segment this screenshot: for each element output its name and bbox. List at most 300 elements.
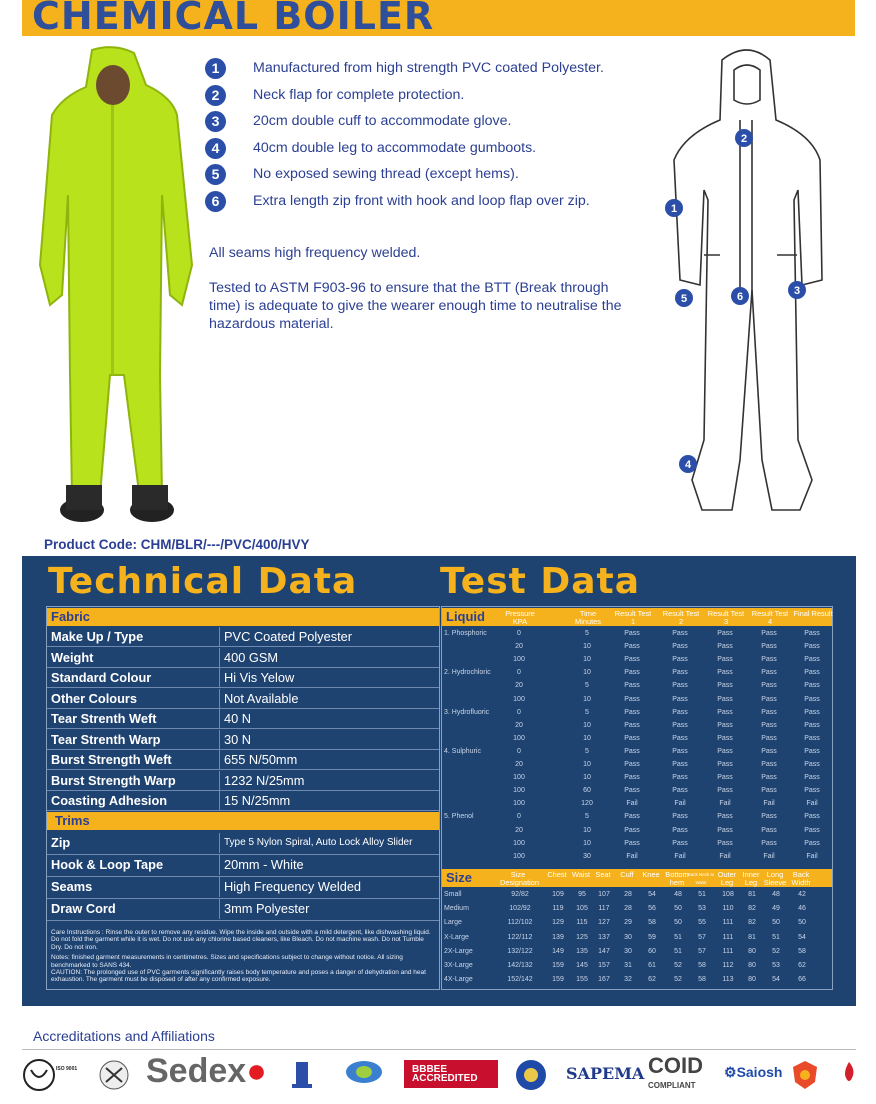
liquid-cell: 20 [515, 761, 523, 768]
liquid-cell: 5 [585, 708, 589, 716]
fabric-label: Other Colours [51, 690, 138, 706]
fabric-row [47, 627, 439, 647]
size-cell: 119 [552, 905, 564, 913]
liquid-cell: 1. Phosphoric [444, 630, 487, 637]
liquid-cell: Pass [624, 682, 640, 690]
liquid-cell: 0 [517, 747, 521, 755]
liquid-cell: Pass [624, 721, 640, 729]
liquid-cell: Pass [761, 813, 777, 821]
liquid-cell: Pass [717, 630, 733, 637]
feature-text: 20cm double cuff to accommodate glove. [253, 113, 512, 130]
test-heading: Test Data [440, 561, 641, 602]
liquid-cell: Pass [761, 643, 777, 651]
feature-item [205, 164, 645, 191]
liquid-cell: 10 [583, 721, 591, 729]
liquid-col-header: Result Test 1 [614, 609, 652, 626]
size-header: Size [446, 870, 473, 885]
liquid-cell: 5 [585, 747, 589, 755]
sapema-logo: SAPEMA [566, 1064, 645, 1083]
fabric-row [47, 771, 439, 791]
size-cell: 122/112 [507, 933, 533, 941]
liquid-cell: Pass [717, 656, 733, 664]
fabric-label: Weight [51, 649, 94, 665]
liquid-cell: 5 [585, 813, 589, 821]
liquid-col-header: Result Test 3 [707, 609, 745, 626]
trims-row [47, 899, 439, 921]
liquid-cell: Pass [761, 682, 777, 690]
size-col-header: Bottom hem [665, 870, 689, 887]
feature-number: 3 [205, 111, 226, 132]
size-cell: 48 [674, 891, 682, 898]
liquid-cell: Fail [674, 800, 686, 808]
size-cell: 46 [798, 905, 806, 913]
size-col-header: Size Designation [500, 870, 540, 887]
size-cell: 81 [748, 891, 756, 898]
size-cell: 54 [648, 891, 656, 898]
liquid-cell: Pass [672, 682, 688, 690]
liquid-cell: Pass [624, 826, 640, 834]
size-cell: 80 [748, 962, 756, 969]
care-notes [51, 929, 435, 984]
liquid-cell: 10 [583, 669, 591, 677]
size-cell: 127 [598, 919, 610, 927]
size-cell: 3X-Large [444, 962, 473, 969]
suit-diagram [652, 40, 842, 530]
fabric-row [47, 689, 439, 709]
sedex-text: Sedex [146, 1052, 247, 1090]
liquid-cell: 0 [517, 669, 521, 677]
size-cell: 152/142 [507, 976, 533, 984]
liquid-cell: Pass [717, 761, 733, 768]
feature-list [205, 58, 645, 218]
fabric-label: Tear Strenth Weft [51, 711, 157, 726]
liquid-cell: Pass [804, 787, 820, 795]
size-cell: 107 [598, 891, 610, 898]
liquid-cell: 5 [585, 630, 589, 637]
trims-value: High Frequency Welded [219, 877, 361, 897]
size-cell: 137 [598, 933, 610, 941]
sedex-logo: Sedex● [146, 1052, 267, 1090]
saiosh-logo: ⚙Saiosh [724, 1064, 783, 1080]
feature-number: 1 [205, 58, 226, 79]
size-cell: 51 [698, 891, 706, 898]
seams-text: All seams high frequency welded. [209, 245, 421, 261]
size-cell: X-Large [444, 933, 469, 941]
size-cell: 59 [648, 933, 656, 941]
size-cell: 52 [674, 976, 682, 984]
liquid-cell: Fail [719, 800, 731, 808]
size-cell: 159 [552, 976, 564, 984]
liquid-cell: Fail [626, 852, 638, 860]
fabric-value: 655 N/50mm [219, 750, 297, 770]
size-cell: Small [444, 891, 462, 898]
size-cell: 112/102 [507, 919, 533, 927]
size-cell: 132/122 [507, 947, 533, 955]
liquid-cell: Pass [672, 695, 688, 703]
size-cell: 29 [624, 919, 632, 927]
size-cell: 58 [698, 976, 706, 984]
size-cell: 113 [722, 976, 734, 984]
trims-value: 20mm - White [219, 855, 304, 875]
size-cell: 53 [698, 905, 706, 913]
liquid-cell: Pass [624, 787, 640, 795]
size-cell: 142/132 [507, 962, 533, 969]
fabric-row [47, 709, 439, 729]
liquid-cell: 10 [583, 643, 591, 651]
liquid-cell: 10 [583, 826, 591, 834]
size-col-header: Back Neck to Waist [687, 872, 715, 885]
svg-text:6: 6 [736, 291, 744, 303]
liquid-cell: Pass [717, 734, 733, 742]
size-cell: 147 [598, 947, 610, 955]
fabric-header: Fabric [47, 608, 439, 626]
size-cell: 81 [748, 933, 756, 941]
size-cell: 51 [674, 933, 682, 941]
liquid-cell: 10 [583, 774, 591, 782]
size-cell: 110 [722, 905, 734, 913]
liquid-cell: Pass [761, 708, 777, 716]
size-col-header: Long Sleeve [763, 870, 787, 887]
liquid-cell: 30 [583, 852, 591, 860]
liquid-cell: Fail [674, 852, 686, 860]
size-cell: 50 [674, 919, 682, 927]
size-cell: 57 [698, 947, 706, 955]
size-cell: 56 [648, 905, 656, 913]
liquid-cell: Pass [804, 695, 820, 703]
size-cell: 57 [698, 933, 706, 941]
size-col-header: Waist [571, 870, 591, 879]
trims-row [47, 855, 439, 877]
tested-text: Tested to ASTM F903-96 to ensure that the BTT (Break through time) is adequate to give the wearer enough time to neutralise the hazardous material. [209, 280, 622, 332]
fabric-label: Standard Colour [51, 670, 152, 685]
liquid-cell: 100 [513, 787, 525, 795]
svg-text:2: 2 [740, 133, 748, 145]
liquid-cell: Pass [717, 695, 733, 703]
liquid-cell: 20 [515, 721, 523, 729]
liquid-cell: Pass [804, 630, 820, 637]
size-cell: 105 [576, 905, 588, 913]
size-cell: 108 [722, 891, 734, 898]
size-cell: 112 [722, 962, 734, 969]
liquid-cell: Pass [672, 839, 688, 847]
liquid-cell: Pass [804, 826, 820, 834]
size-cell: 52 [772, 947, 780, 955]
liquid-cell: Fail [626, 800, 638, 808]
fabric-row [47, 791, 439, 811]
seal-logo [514, 1058, 548, 1097]
size-cell: 50 [798, 919, 806, 927]
liquid-cell: Pass [761, 695, 777, 703]
svg-text:3: 3 [793, 285, 801, 297]
size-cell: 62 [648, 976, 656, 984]
size-cell: 31 [624, 962, 632, 969]
size-cell: 109 [552, 891, 564, 898]
size-cell: 167 [598, 976, 610, 984]
liquid-cell: Pass [804, 839, 820, 847]
fabric-value: Not Available [219, 689, 298, 709]
svg-text:5: 5 [680, 293, 688, 305]
size-cell: 54 [772, 976, 780, 984]
size-cell: 82 [748, 905, 756, 913]
size-cell: 111 [722, 947, 734, 955]
liquid-cell: 120 [581, 800, 593, 808]
liquid-cell: Pass [672, 734, 688, 742]
liquid-col-header: Pressure KPA [505, 609, 535, 626]
size-cell: 129 [552, 919, 564, 927]
size-col-header: Seat [595, 870, 611, 879]
size-cell: 42 [798, 891, 806, 898]
liquid-cell: 10 [583, 761, 591, 768]
green-champion-logo [338, 1058, 390, 1097]
size-cell: 54 [798, 933, 806, 941]
liquid-cell: Pass [624, 708, 640, 716]
divider [22, 1049, 856, 1050]
liquid-cell: 0 [517, 708, 521, 716]
size-cell: 58 [648, 919, 656, 927]
liquid-cell: Pass [672, 721, 688, 729]
liquid-cell: Pass [804, 774, 820, 782]
liquid-cell: Pass [804, 669, 820, 677]
technical-heading: Technical Data [48, 561, 358, 602]
feature-text: Neck flap for complete protection. [253, 86, 465, 103]
liquid-cell: Pass [761, 721, 777, 729]
size-cell: 51 [772, 933, 780, 941]
liquid-cell: Pass [761, 761, 777, 768]
size-cell: 53 [772, 962, 780, 969]
size-cell: 117 [598, 905, 610, 913]
liquid-cell: Pass [624, 839, 640, 847]
size-cell: 159 [552, 962, 564, 969]
size-cell: 4X-Large [444, 976, 473, 984]
size-cell: 49 [772, 905, 780, 913]
liquid-cell: 5 [585, 682, 589, 690]
fabric-row [47, 648, 439, 668]
liquid-cell: Pass [761, 747, 777, 755]
liquid-cell: 10 [583, 695, 591, 703]
care-text: Care Instructions : Rinse the outer to remove any residue. Wipe the inside and outside with a mild detergent, like dishwashing liquid. Do not fold the garment while it is wet. Do not use any chlorine based cleaners, like Bleach. Do not machine wash. Do not Tumble Dry. Do not iron. [51, 929, 431, 951]
liquid-cell: Pass [761, 839, 777, 847]
trims-label: Zip [51, 835, 71, 850]
liquid-col-header: Result Test 4 [751, 609, 789, 626]
liquid-cell: 10 [583, 734, 591, 742]
liquid-cell: Pass [761, 656, 777, 664]
size-cell: 80 [748, 976, 756, 984]
bbbee-logo [404, 1060, 498, 1088]
size-cell: 139 [552, 933, 564, 941]
trims-header-label: Trims [55, 813, 90, 828]
trims-header [47, 812, 439, 830]
liquid-cell: Pass [672, 630, 688, 637]
feature-text: 40cm double leg to accommodate gumboots. [253, 139, 537, 156]
liquid-cell: Fail [763, 800, 775, 808]
liquid-cell: Pass [761, 774, 777, 782]
svg-text:ISO 9001: ISO 9001 [56, 1066, 78, 1072]
accreditations-title: Accreditations and Affiliations [33, 1028, 215, 1044]
fabric-label: Burst Strength Weft [51, 752, 172, 767]
trims-label: Hook & Loop Tape [51, 857, 164, 872]
fabric-label: Tear Strenth Warp [51, 731, 161, 747]
size-cell: 111 [722, 933, 734, 941]
fabric-value: 1232 N/25mm [219, 771, 304, 791]
liquid-cell: Pass [717, 787, 733, 795]
size-cell: 48 [772, 891, 780, 898]
liquid-cell: Pass [717, 721, 733, 729]
size-cell: 102/92 [509, 905, 531, 913]
liquid-cell: Pass [804, 656, 820, 664]
rasa-logo [98, 1058, 130, 1097]
fabric-label: Coasting Adhesion [51, 793, 168, 808]
liquid-col-header: Time Minutes [575, 609, 601, 626]
liquid-cell: Pass [761, 669, 777, 677]
feature-item [205, 138, 645, 165]
size-cell: 95 [578, 891, 586, 898]
coid-logo [648, 1053, 703, 1096]
feature-item [205, 85, 645, 112]
size-col-header: Back Width [791, 870, 811, 887]
trims-value: Type 5 Nylon Spiral, Auto Lock Alloy Slider [219, 833, 412, 853]
liquid-cell: Pass [624, 630, 640, 637]
liquid-col-header: Final Result [793, 609, 833, 618]
liquid-cell: Pass [761, 826, 777, 834]
liquid-cell: Pass [804, 761, 820, 768]
liquid-cell: Pass [624, 761, 640, 768]
size-cell: 66 [798, 976, 806, 984]
size-cell: 2X-Large [444, 947, 473, 955]
fabric-row [47, 730, 439, 750]
trims-value: 3mm Polyester [219, 899, 309, 919]
liquid-cell: Pass [717, 774, 733, 782]
liquid-cell: 20 [515, 826, 523, 834]
liquid-cell: Pass [624, 656, 640, 664]
liquid-cell: Pass [624, 669, 640, 677]
liquid-cell: Pass [804, 813, 820, 821]
liquid-cell: Pass [672, 813, 688, 821]
size-cell: 155 [576, 976, 588, 984]
size-cell: 50 [772, 919, 780, 927]
size-cell: 115 [576, 919, 588, 927]
liquid-cell: 60 [583, 787, 591, 795]
liquid-cell: 10 [583, 839, 591, 847]
liquid-cell: Pass [804, 682, 820, 690]
liquid-cell: 10 [583, 656, 591, 664]
liquid-cell: Pass [672, 761, 688, 768]
test-table [441, 606, 833, 990]
liquid-cell: Fail [806, 800, 818, 808]
liquid-cell: Pass [761, 734, 777, 742]
trims-row [47, 877, 439, 899]
size-cell: 125 [576, 933, 588, 941]
fabric-label: Make Up / Type [51, 629, 144, 644]
liquid-cell: 0 [517, 813, 521, 821]
size-cell: 92/82 [511, 891, 529, 898]
liquid-cell: Pass [672, 774, 688, 782]
fabric-value: 400 GSM [219, 648, 278, 668]
liquid-cell: Pass [624, 734, 640, 742]
liquid-cell: 20 [515, 682, 523, 690]
fabric-value: 30 N [219, 730, 251, 750]
liquid-header: Liquid [446, 609, 485, 624]
size-cell: 51 [674, 947, 682, 955]
liquid-cell: 100 [513, 774, 525, 782]
size-cell: 32 [624, 976, 632, 984]
liquid-cell: Fail [719, 852, 731, 860]
liquid-cell: 100 [513, 852, 525, 860]
size-cell: 145 [576, 962, 588, 969]
liquid-cell: Pass [717, 669, 733, 677]
liquid-cell: Pass [717, 747, 733, 755]
liquid-cell: Pass [672, 656, 688, 664]
size-col-header: Inner Leg [742, 870, 760, 887]
size-col-header: Outer Leg [717, 870, 737, 887]
liquid-cell: Pass [624, 695, 640, 703]
liquid-cell: Pass [672, 708, 688, 716]
liquid-cell: Pass [624, 643, 640, 651]
liquid-cell: Pass [624, 774, 640, 782]
size-cell: 58 [698, 962, 706, 969]
suit-photo [22, 45, 202, 535]
shield-logo [790, 1058, 820, 1097]
trims-label: Seams [51, 879, 93, 894]
feature-text: Manufactured from high strength PVC coated Polyester. [253, 60, 604, 76]
feature-item [205, 191, 645, 218]
page-title: CHEMICAL BOILER [32, 0, 435, 38]
size-cell: 82 [748, 919, 756, 927]
fabric-row [47, 668, 439, 688]
liquid-cell: 100 [513, 734, 525, 742]
size-cell: Large [444, 919, 462, 927]
feature-item [205, 111, 645, 138]
liquid-cell: 3. Hydrofluoric [444, 708, 490, 716]
liquid-cell: Pass [624, 747, 640, 755]
liquid-cell: Pass [672, 643, 688, 651]
size-cell: 111 [722, 919, 734, 927]
fabric-value: PVC Coated Polyester [219, 627, 352, 647]
bsi-logo [22, 1058, 82, 1097]
size-cell: 28 [624, 891, 632, 898]
feature-number: 5 [205, 164, 226, 185]
liquid-cell: Pass [672, 747, 688, 755]
size-cell: 30 [624, 947, 632, 955]
title-bar [22, 0, 855, 36]
liquid-cell: Pass [717, 813, 733, 821]
saiosh-text: Saiosh [736, 1064, 783, 1080]
size-cell: 135 [576, 947, 588, 955]
bbbee-text: BBBEE ACCREDITED [412, 1064, 478, 1084]
size-cell: 52 [674, 962, 682, 969]
size-cell: Medium [444, 905, 469, 913]
size-cell: 30 [624, 933, 632, 941]
size-cell: 80 [748, 947, 756, 955]
svg-text:4: 4 [684, 459, 692, 471]
flame-logo [840, 1058, 858, 1097]
coid-text: COID [648, 1053, 703, 1078]
consumer-council-logo [282, 1058, 322, 1097]
fabric-value: 15 N/25mm [219, 791, 290, 811]
size-cell: 28 [624, 905, 632, 913]
size-col-header: Knee [642, 870, 660, 879]
feature-number: 6 [205, 191, 226, 212]
fabric-row [47, 750, 439, 770]
liquid-cell: Fail [806, 852, 818, 860]
liquid-cell: 100 [513, 695, 525, 703]
feature-item [205, 58, 645, 85]
liquid-cell: Fail [763, 852, 775, 860]
liquid-cell: 5. Phenol [444, 813, 474, 821]
size-cell: 61 [648, 962, 656, 969]
size-cell: 62 [798, 962, 806, 969]
caution-text: CAUTION: The prolonged use of PVC garments significantly raises body temperature and poses a danger of dehydration and heat exhaustion. The garment must be disposed of after any confirmed exposure. [51, 969, 426, 984]
liquid-cell: Pass [717, 643, 733, 651]
